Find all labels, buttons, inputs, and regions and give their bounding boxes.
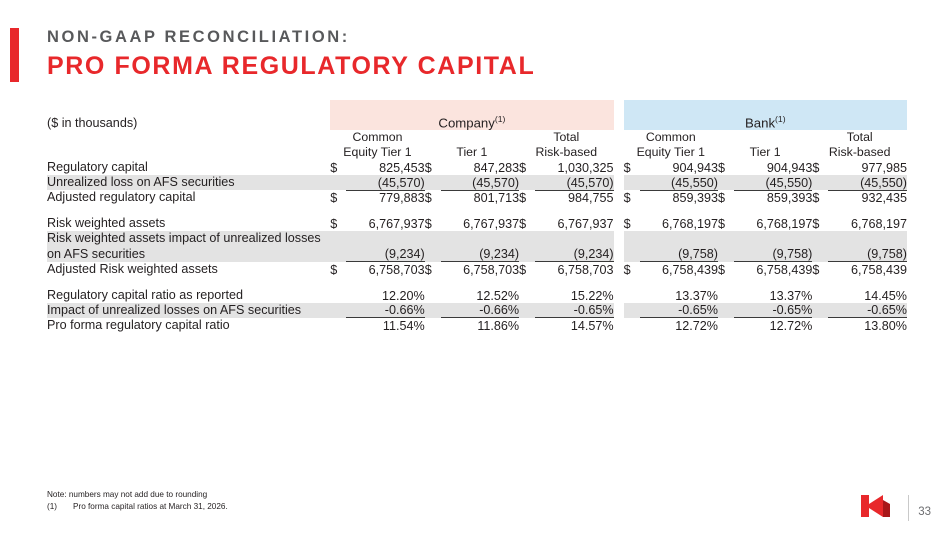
cell-value: 6,758,703 bbox=[557, 262, 614, 277]
currency-symbol: $ bbox=[812, 191, 820, 206]
column-header-bank-cet1 bbox=[624, 130, 718, 160]
currency-blank bbox=[812, 231, 828, 261]
currency-symbol: $ bbox=[812, 217, 820, 232]
column-header-blank bbox=[47, 130, 330, 160]
cell-value: (45,570) bbox=[441, 175, 519, 190]
column-header-line2: Tier 1 bbox=[749, 145, 781, 159]
table-row bbox=[47, 262, 907, 277]
cell-value: -0.65% bbox=[535, 303, 613, 318]
cell-value: 6,768,197 bbox=[850, 217, 907, 232]
column-header-company-cet1 bbox=[330, 130, 424, 160]
regulatory-capital-table bbox=[47, 100, 907, 333]
column-gap bbox=[614, 303, 624, 318]
cell-value: 6,758,439 bbox=[756, 262, 813, 277]
column-header-line2: Tier 1 bbox=[456, 145, 488, 159]
group-header-bank bbox=[624, 100, 907, 130]
cell-value: 6,758,439 bbox=[850, 262, 907, 277]
currency-symbol: $ bbox=[519, 262, 527, 277]
cell-value: (9,758) bbox=[828, 231, 907, 261]
cell-value: 801,713 bbox=[473, 191, 520, 206]
cell-value: 859,393 bbox=[766, 191, 813, 206]
group-header-bank-label: Bank bbox=[744, 115, 776, 130]
column-gap bbox=[614, 288, 624, 303]
currency-blank bbox=[718, 288, 734, 303]
currency-symbol: $ bbox=[623, 161, 631, 176]
currency-blank bbox=[519, 231, 535, 261]
column-header-line2: Equity Tier 1 bbox=[343, 145, 412, 159]
currency-symbol: $ bbox=[623, 217, 631, 232]
column-gap bbox=[614, 231, 624, 261]
cell-value: 847,283 bbox=[473, 161, 520, 176]
currency-blank bbox=[425, 231, 441, 261]
column-gap bbox=[614, 216, 624, 231]
cell-value: 14.45% bbox=[864, 288, 907, 303]
table-row bbox=[47, 303, 907, 318]
cell-value: (45,550) bbox=[640, 175, 718, 190]
currency-symbol: $ bbox=[424, 191, 432, 206]
currency-blank bbox=[624, 231, 640, 261]
cell-value: 6,758,703 bbox=[463, 262, 520, 277]
column-header-bank-tier1 bbox=[718, 130, 812, 160]
cell-value: (9,234) bbox=[535, 231, 613, 261]
row-label: Impact of unrealized losses on AFS securities bbox=[47, 303, 330, 318]
column-header-bank-total bbox=[812, 130, 907, 160]
cell-value: 1,030,325 bbox=[557, 161, 614, 176]
currency-blank bbox=[425, 303, 441, 318]
group-header-bank-sup: (1) bbox=[775, 113, 786, 124]
cell-value: 12.20% bbox=[381, 288, 425, 303]
page-number: 33 bbox=[918, 506, 931, 518]
cell-value: (9,758) bbox=[734, 231, 812, 261]
cell-value: 13.37% bbox=[675, 288, 718, 303]
units-note: ($ in thousands) bbox=[47, 116, 138, 130]
currency-symbol: $ bbox=[330, 161, 338, 176]
cell-value: -0.65% bbox=[734, 303, 812, 318]
group-header-row bbox=[47, 100, 907, 130]
currency-blank bbox=[425, 288, 441, 303]
column-header-line1: Total bbox=[553, 130, 580, 144]
currency-blank bbox=[624, 318, 640, 333]
cell-value: 11.54% bbox=[382, 319, 425, 334]
table-row bbox=[47, 175, 907, 190]
footnote-1 bbox=[47, 501, 228, 514]
cell-value: 6,758,703 bbox=[368, 262, 425, 277]
cell-value: -0.66% bbox=[346, 303, 424, 318]
cell-value: (45,570) bbox=[535, 175, 613, 190]
cell-value: 904,943 bbox=[766, 161, 813, 176]
cell-value: 932,435 bbox=[861, 191, 907, 206]
currency-blank bbox=[330, 303, 346, 318]
column-header-line1: Common bbox=[352, 130, 403, 144]
cell-value: 6,767,937 bbox=[557, 217, 614, 232]
row-label: Regulatory capital bbox=[47, 160, 148, 174]
currency-symbol: $ bbox=[519, 161, 527, 176]
cell-value: 825,453 bbox=[379, 161, 425, 176]
currency-symbol: $ bbox=[424, 161, 432, 176]
currency-symbol: $ bbox=[623, 191, 631, 206]
column-gap bbox=[614, 262, 624, 277]
cell-value: -0.65% bbox=[828, 303, 907, 318]
currency-blank bbox=[718, 303, 734, 318]
currency-symbol: $ bbox=[519, 217, 527, 232]
currency-symbol: $ bbox=[717, 191, 725, 206]
currency-symbol: $ bbox=[424, 217, 432, 232]
cell-value: 977,985 bbox=[861, 161, 907, 176]
cell-value: 859,393 bbox=[672, 191, 718, 206]
title-block bbox=[47, 28, 535, 82]
cell-value: (45,550) bbox=[734, 175, 812, 190]
cell-value: 904,943 bbox=[672, 161, 718, 176]
row-label: Risk weighted assets bbox=[47, 216, 166, 231]
cell-value: 15.22% bbox=[570, 288, 614, 303]
cell-value: 6,768,197 bbox=[661, 217, 718, 232]
column-gap bbox=[614, 100, 624, 130]
currency-blank bbox=[425, 175, 441, 190]
cell-value: 6,758,439 bbox=[661, 262, 718, 277]
cell-value: 6,767,937 bbox=[463, 217, 520, 232]
table-row bbox=[47, 190, 907, 205]
table-row bbox=[47, 288, 907, 303]
column-header-line2: Risk-based bbox=[535, 145, 598, 159]
cell-value: 11.86% bbox=[477, 319, 520, 334]
column-gap bbox=[614, 190, 624, 205]
currency-symbol: $ bbox=[330, 262, 338, 277]
column-gap bbox=[614, 130, 624, 160]
currency-blank bbox=[330, 288, 346, 303]
currency-blank bbox=[812, 175, 828, 190]
cell-value: (45,570) bbox=[346, 175, 424, 190]
currency-blank bbox=[330, 175, 346, 190]
currency-symbol: $ bbox=[812, 262, 820, 277]
currency-blank bbox=[624, 303, 640, 318]
row-label: Adjusted regulatory capital bbox=[47, 190, 196, 205]
currency-blank bbox=[425, 318, 441, 333]
company-logo-icon bbox=[859, 492, 893, 520]
slide-eyebrow: NON-GAAP RECONCILIATION: bbox=[47, 28, 350, 46]
column-gap bbox=[614, 160, 624, 175]
row-label: Risk weighted assets impact of unrealized losses on AFS securities bbox=[47, 231, 330, 261]
row-label: Unrealized loss on AFS securities bbox=[47, 175, 330, 190]
group-header-company-sup: (1) bbox=[494, 113, 506, 124]
currency-symbol: $ bbox=[717, 217, 725, 232]
financial-table-wrapper bbox=[47, 100, 907, 333]
cell-value: 14.57% bbox=[570, 319, 614, 334]
footnotes bbox=[47, 489, 228, 514]
column-gap bbox=[614, 318, 624, 333]
row-label: Regulatory capital ratio as reported bbox=[47, 287, 244, 302]
row-label: Pro forma regulatory capital ratio bbox=[47, 317, 230, 332]
row-spacer bbox=[47, 277, 907, 288]
row-spacer bbox=[47, 205, 907, 216]
currency-blank bbox=[624, 288, 640, 303]
currency-symbol: $ bbox=[519, 191, 527, 206]
accent-bar bbox=[10, 28, 19, 82]
currency-blank bbox=[330, 231, 346, 261]
cell-value: 13.37% bbox=[769, 288, 813, 303]
currency-blank bbox=[330, 318, 346, 333]
cell-value: 984,755 bbox=[568, 191, 614, 206]
footer-divider bbox=[908, 495, 909, 521]
page-title: PRO FORMA REGULATORY CAPITAL bbox=[47, 52, 536, 81]
group-header-company bbox=[330, 100, 613, 130]
currency-blank bbox=[812, 318, 828, 333]
column-gap bbox=[614, 175, 624, 190]
cell-value: -0.65% bbox=[640, 303, 718, 318]
cell-value: 12.52% bbox=[476, 288, 520, 303]
column-header-row bbox=[47, 130, 907, 160]
row-label: Adjusted Risk weighted assets bbox=[47, 261, 218, 276]
table-row bbox=[47, 216, 907, 231]
currency-blank bbox=[812, 288, 828, 303]
currency-symbol: $ bbox=[812, 161, 820, 176]
currency-blank bbox=[519, 303, 535, 318]
currency-blank bbox=[519, 175, 535, 190]
column-header-company-tier1 bbox=[425, 130, 519, 160]
cell-value: 12.72% bbox=[675, 319, 718, 334]
currency-blank bbox=[718, 231, 734, 261]
currency-symbol: $ bbox=[424, 262, 432, 277]
cell-value: (9,758) bbox=[640, 231, 718, 261]
footnote-text: Pro forma capital ratios at March 31, 2026. bbox=[73, 502, 228, 512]
cell-value: (45,550) bbox=[828, 175, 907, 190]
currency-blank bbox=[624, 175, 640, 190]
currency-blank bbox=[812, 303, 828, 318]
currency-blank bbox=[718, 175, 734, 190]
group-header-company-label: Company bbox=[438, 115, 495, 130]
cell-value: 13.80% bbox=[864, 319, 907, 334]
currency-symbol: $ bbox=[330, 191, 338, 206]
table-row bbox=[47, 231, 907, 261]
cell-value: 779,883 bbox=[379, 191, 425, 206]
cell-value: 6,767,937 bbox=[368, 217, 425, 232]
column-header-company-total bbox=[519, 130, 613, 160]
cell-value: -0.66% bbox=[441, 303, 519, 318]
footnote-rounding: Note: numbers may not add due to rounding bbox=[47, 489, 208, 499]
cell-value: (9,234) bbox=[346, 231, 424, 261]
column-header-line2: Equity Tier 1 bbox=[636, 145, 705, 159]
currency-blank bbox=[519, 318, 535, 333]
currency-blank bbox=[519, 288, 535, 303]
currency-symbol: $ bbox=[717, 161, 725, 176]
footnote-marker: (1) bbox=[47, 502, 58, 512]
cell-value: (9,234) bbox=[441, 231, 519, 261]
cell-value: 12.72% bbox=[769, 319, 813, 334]
table-row bbox=[47, 160, 907, 175]
currency-symbol: $ bbox=[717, 262, 725, 277]
column-header-line1: Total bbox=[846, 130, 873, 144]
column-header-line2: Risk-based bbox=[828, 145, 891, 159]
currency-blank bbox=[718, 318, 734, 333]
cell-value: 6,768,197 bbox=[756, 217, 813, 232]
currency-symbol: $ bbox=[330, 217, 338, 232]
table-row bbox=[47, 318, 907, 333]
column-header-line1: Common bbox=[645, 130, 696, 144]
currency-symbol: $ bbox=[623, 262, 631, 277]
